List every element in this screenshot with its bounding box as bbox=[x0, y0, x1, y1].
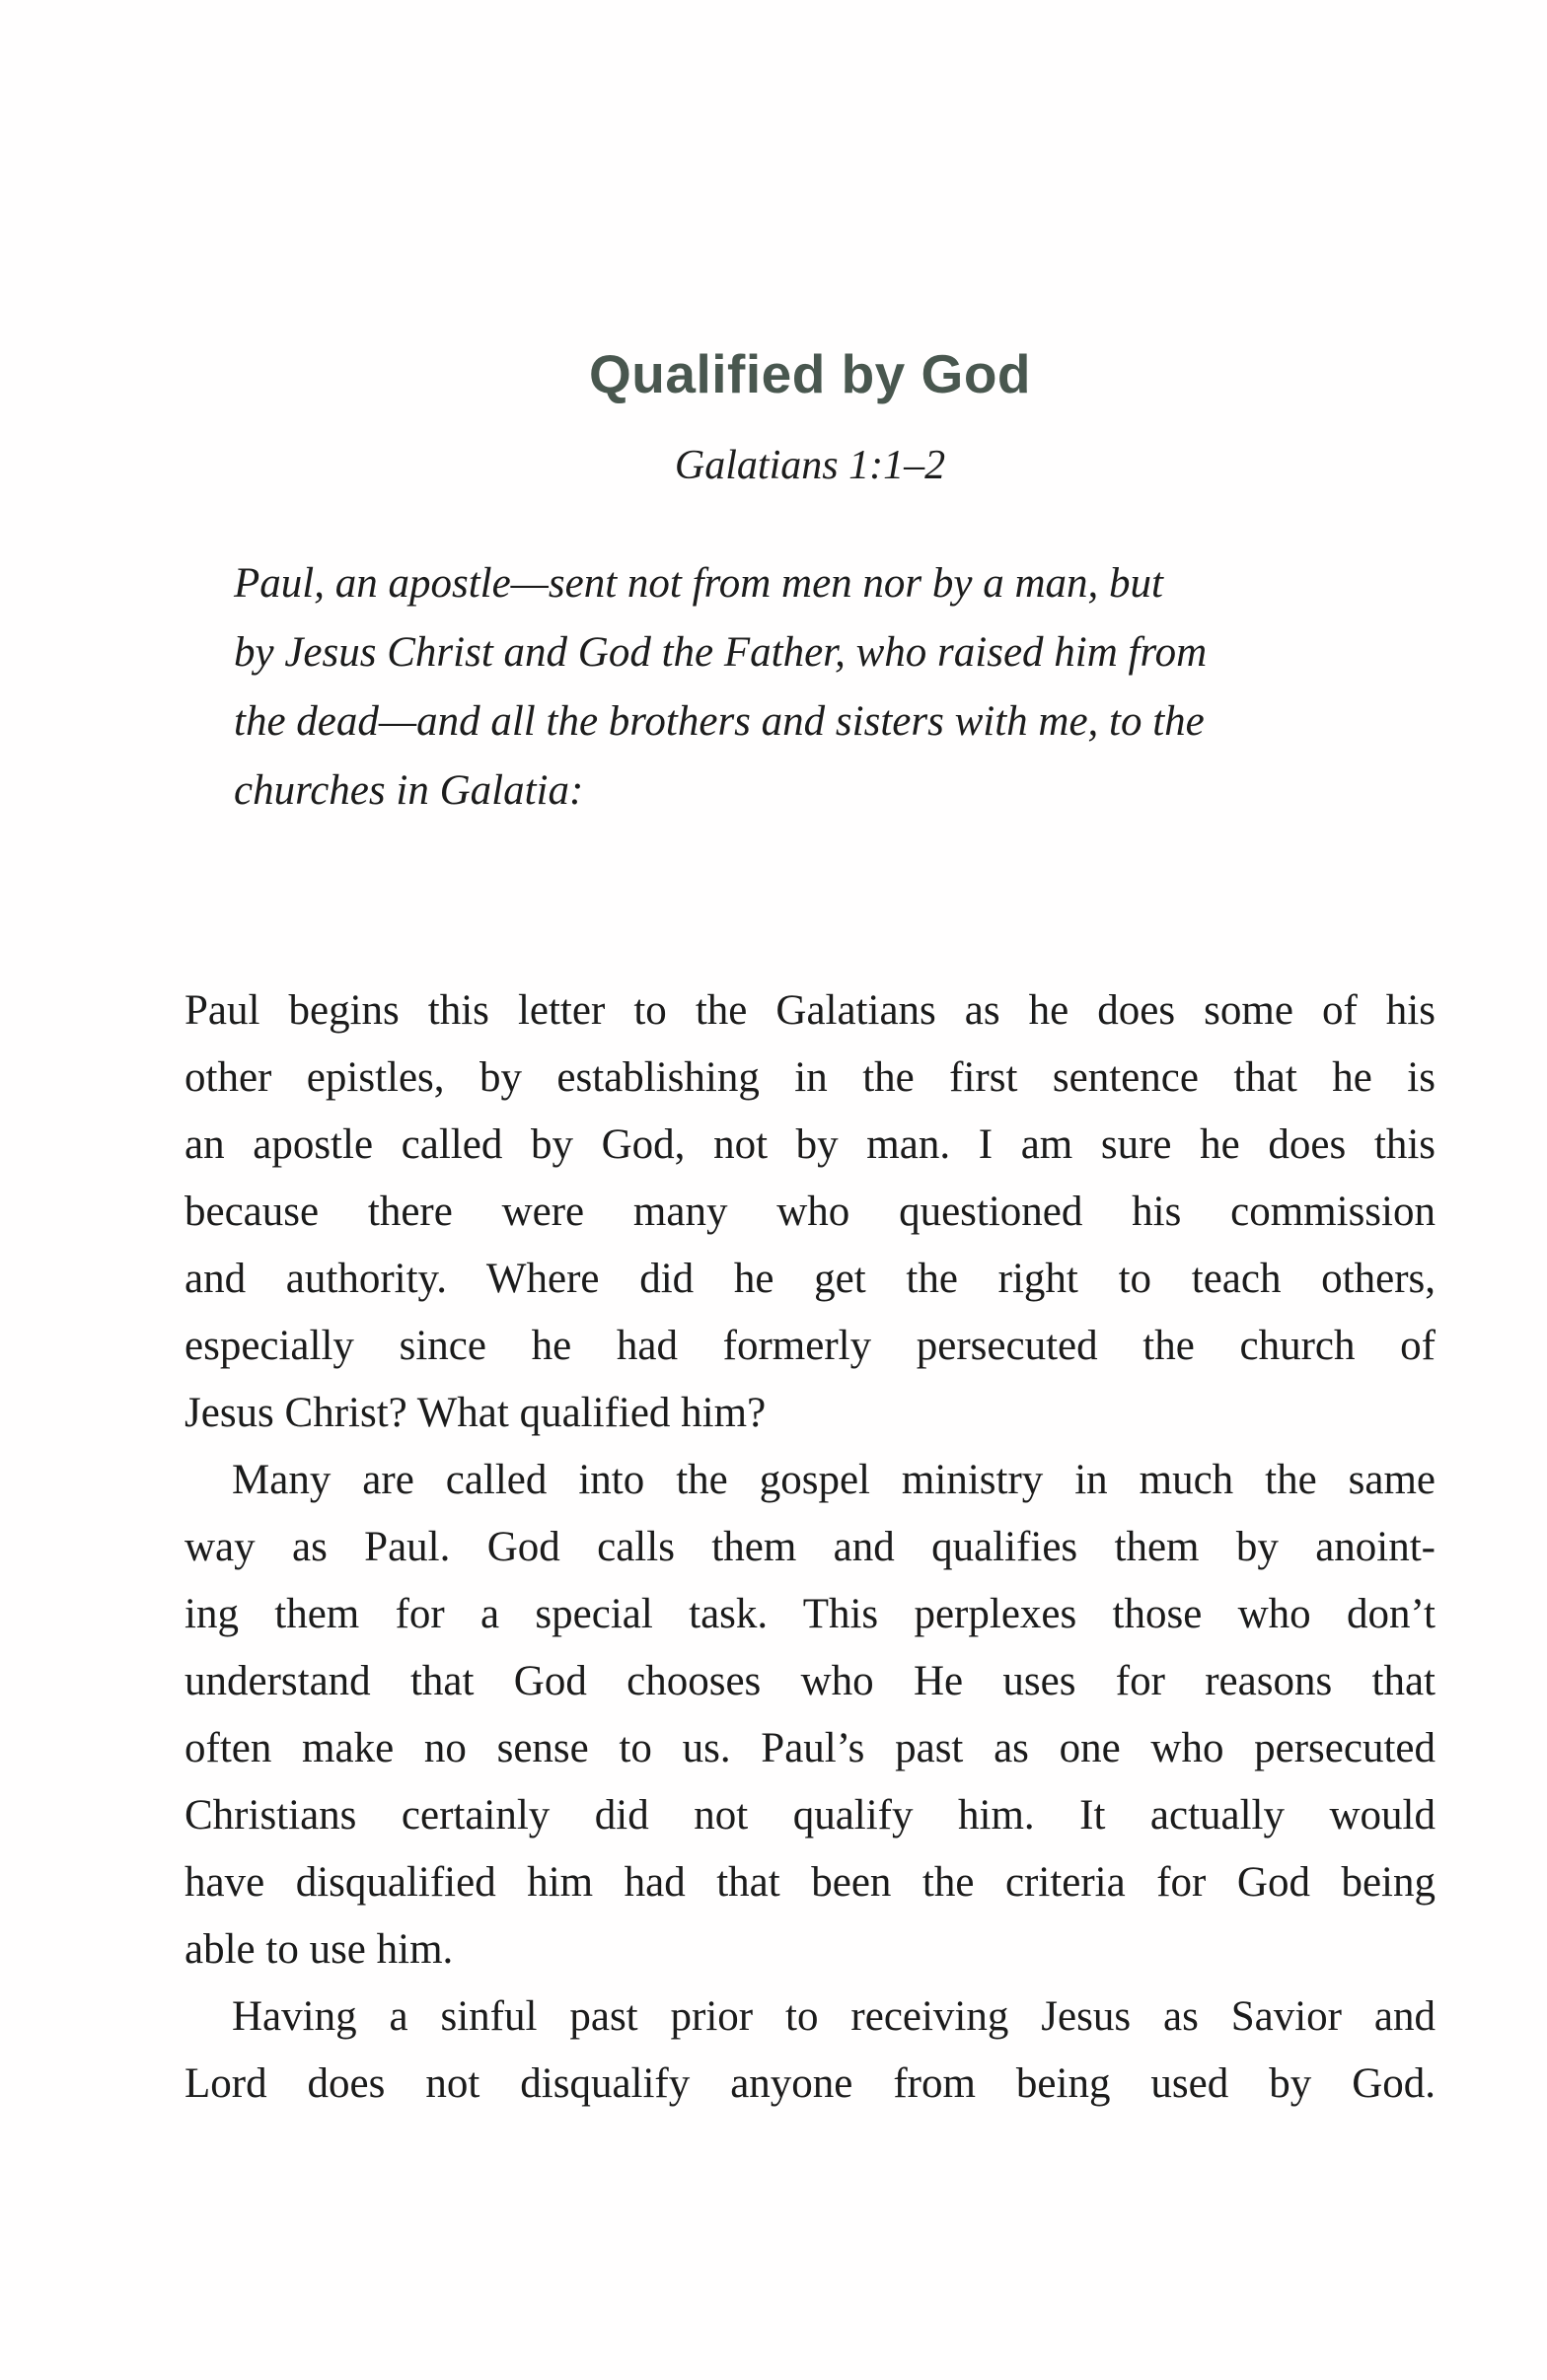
quote-line: by Jesus Christ and God the Father, who raised him from bbox=[234, 629, 1208, 677]
chapter-reference: Galatians 1:1–2 bbox=[674, 443, 946, 488]
body-line: Jesus Christ? What qualified him? bbox=[184, 1390, 767, 1437]
body-line: other epistles, by establishing in the first sentence that he is bbox=[184, 1054, 1436, 1102]
body-line: Paul begins this letter to the Galatians as he does some of his bbox=[184, 987, 1436, 1035]
body-line: often make no sense to us. Paul’s past as one who persecuted bbox=[184, 1725, 1436, 1772]
body-line: ing them for a special task. This perplexes those who don’t bbox=[184, 1591, 1436, 1638]
scripture-quote bbox=[234, 549, 1288, 826]
chapter-title: Qualified by God bbox=[588, 343, 1032, 404]
paragraph bbox=[184, 977, 1436, 1447]
quote-line: the dead—and all the brothers and sisters with me, to the bbox=[234, 698, 1205, 746]
body-line: understand that God chooses who He uses for reasons that bbox=[184, 1658, 1436, 1705]
body-line: Lord does not disqualify anyone from being used by God. bbox=[184, 2060, 1436, 2108]
body-line: have disqualified him had that been the criteria for God being bbox=[184, 1859, 1436, 1907]
paragraph bbox=[184, 1983, 1436, 2118]
paragraph bbox=[184, 1447, 1436, 1983]
body-line: and authority. Where did he get the right to teach others, bbox=[184, 1256, 1436, 1303]
text-block bbox=[0, 343, 1547, 2118]
body-line: especially since he had formerly persecuted the church of bbox=[184, 1323, 1436, 1370]
body-line: an apostle called by God, not by man. I am sure he does this bbox=[184, 1121, 1436, 1169]
quote-line: Paul, an apostle—sent not from men nor by a man, but bbox=[234, 560, 1163, 608]
body-text bbox=[184, 977, 1436, 2118]
body-line: able to use him. bbox=[184, 1926, 454, 1974]
body-line: Having a sinful past prior to receiving Jesus as Savior and bbox=[232, 1993, 1436, 2041]
body-line: because there were many who questioned his commission bbox=[184, 1189, 1436, 1236]
body-line: Many are called into the gospel ministry in much the same bbox=[232, 1457, 1436, 1504]
body-line: way as Paul. God calls them and qualifies them by anoint- bbox=[184, 1524, 1436, 1571]
quote-line: churches in Galatia: bbox=[234, 767, 584, 815]
body-line: Christians certainly did not qualify him. It actually would bbox=[184, 1792, 1436, 1839]
